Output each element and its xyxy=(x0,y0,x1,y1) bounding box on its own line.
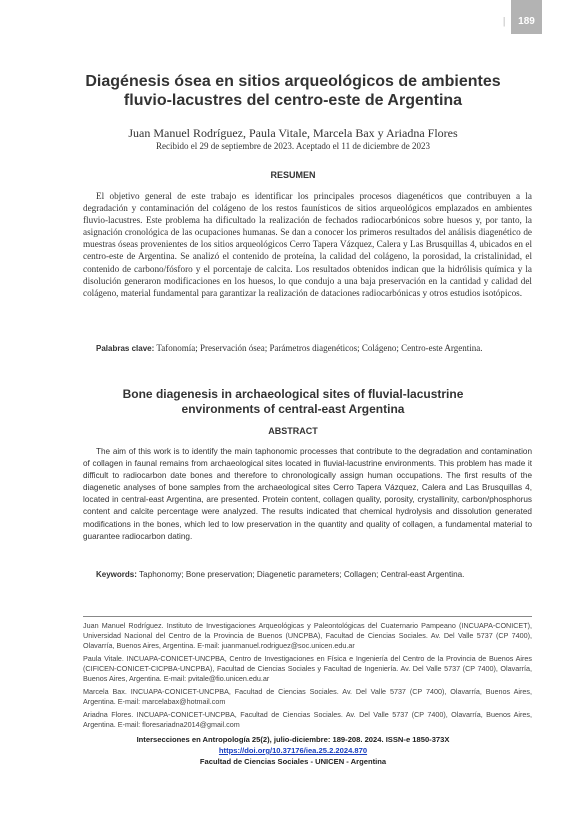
title-line-2: fluvio-lacustres del centro-este de Argentina xyxy=(123,92,463,109)
article-title xyxy=(0,72,586,110)
abstract-body: The aim of this work is to identify the main taphonomic processes that contribute to the degradation and contamination of collagen in faunal remains from archaeological sites located in fluvial-lacustrine environments. This problem has made it difficult to radiocarbon date bones and therefore to chronologically assign human occupations. The first results of the diagenetic analyses of bone samples from the archaeological sites Cerro Tapera Vázquez, Calera and Las Brusquillas 4, located in central-east Argentina, are presented. Protein content, collagen quality, porosity, crystallinity, carbon/phosphorus content and calcite percentage were analyzed. The results indicated that chemical hydrolysis and dissolution generated modifications in the bones, which led to low preservation in the quantity and quality of collagen, a fundamental material to guarantee radiocarbon dating. xyxy=(83,447,532,541)
footnote-rule xyxy=(83,616,532,617)
doi-link[interactable]: https://doi.org/10.37176/iea.25.2.2024.870 xyxy=(218,746,368,755)
page-separator: | xyxy=(503,15,506,27)
publisher-line: Facultad de Ciencias Sociales - UNICEN - Argentina xyxy=(199,757,387,766)
english-title-line-2: environments of central-east Argentina xyxy=(181,402,405,416)
keywords-es: Tafonomía; Preservación ósea; Parámetros diagenéticos; Colágeno; Centro-este Argentina. xyxy=(156,343,483,353)
resumen-heading: RESUMEN xyxy=(270,170,316,180)
abstract-keywords xyxy=(96,570,536,579)
page-number: 189 xyxy=(518,16,535,27)
affiliation-bax: Marcela Bax. INCUAPA-CONICET-UNCPBA, Facultad de Ciencias Sociales. Av. Del Valle 5737 (CP 7400), Olavarría, Buenos Aires, Argentina. E-mail: marcelabax@hotmail.com xyxy=(83,687,532,707)
received-dates: Recibido el 29 de septiembre de 2023. Aceptado el 11 de diciembre de 2023 xyxy=(155,141,431,151)
author-list: Juan Manuel Rodríguez, Paula Vitale, Marcela Bax y Ariadna Flores xyxy=(128,126,458,140)
journal-citation: Intersecciones en Antropología 25(2), julio-diciembre: 189-208. 2024. ISSN-e 1850-373X xyxy=(136,735,450,744)
resumen-body: El objetivo general de este trabajo es identificar los principales procesos diagenéticos que contribuyen a la degradación y contaminación del colágeno de los restos faunísticos de sitios arqueológicos emplazados en ambientes fluvio-lacustres. Este problema ha dificultado la realización de fechados radiocarbónicos sobre huesos y, por tanto, la asignación cronológica de las ocupaciones humanas. Se dan a conocer los primeros resultados del análisis diagenético de muestras óseas provenientes de los sitios arqueológicos Cerro Tapera Vázquez, Calera y Las Brusquillas 4, ubicados en el centro-este de Argentina. Se analizó el contenido de proteína, la calidad del colágeno, la porosidad, la cristalinidad, el contenido de carbono/fósforo y el porcentaje de calcita. Los resultados obtenidos indican que la hidrólisis química y la disolución generaron modificaciones en los huesos, lo que condujo a una baja preservación en la cantidad y calidad del colágeno, material fundamental para garantizar la realización de dataciones radiocarbónicas y otros estudios isotópicos. xyxy=(83,191,532,298)
affiliation-rodriguez: Juan Manuel Rodríguez. Instituto de Investigaciones Arqueológicas y Paleontológicas del Cuaternario Pampeano (INCUAPA-CONICET), Universidad Nacional del Centro de la Provincia de Buenos (UNCPBA), Facultad de Ciencias Sociales. Av. Del Valle 5737 (CP 7400), Olavarría, Buenos Aires, Argentina. E-mail: juanmanuel.rodriguez@soc.unicen.edu.ar xyxy=(83,621,532,651)
title-line-1: Diagénesis ósea en sitios arqueológicos de ambientes xyxy=(85,73,501,90)
affiliation-vitale: Paula Vitale. INCUAPA-CONICET-UNCPBA, Centro de Investigaciones en Física e Ingeniería del Centro de la Provincia de Buenos Aires (CIFICEN-CONICET-CICPBA-UNCPBA), Facultad de Ciencias Sociales y Facultad de Ingeniería. Av. Del Valle 5737 (CP 7400), Olavarría, Buenos Aires, Argentina. E-mail: pvitale@fio.unicen.edu.ar xyxy=(83,654,532,684)
doi-line xyxy=(0,746,586,755)
english-title-line-1: Bone diagenesis in archaeological sites of fluvial-lacustrine xyxy=(122,387,464,401)
affiliation-flores: Ariadna Flores. INCUAPA-CONICET-UNCPBA, Facultad de Ciencias Sociales. Av. Del Valle 5737 (CP 7400), Olavarría, Buenos Aires, Argentina. E-mail: floresariadna2014@gmail.com xyxy=(83,710,532,730)
keywords-label-en: Keywords: xyxy=(96,570,137,579)
keywords-en: Taphonomy; Bone preservation; Diagenetic parameters; Collagen; Central-east Argentina. xyxy=(139,570,465,579)
abstract-heading: ABSTRACT xyxy=(268,426,318,436)
keywords-label-es: Palabras clave: xyxy=(96,344,155,353)
english-title xyxy=(0,387,586,417)
resumen-keywords xyxy=(96,343,536,353)
